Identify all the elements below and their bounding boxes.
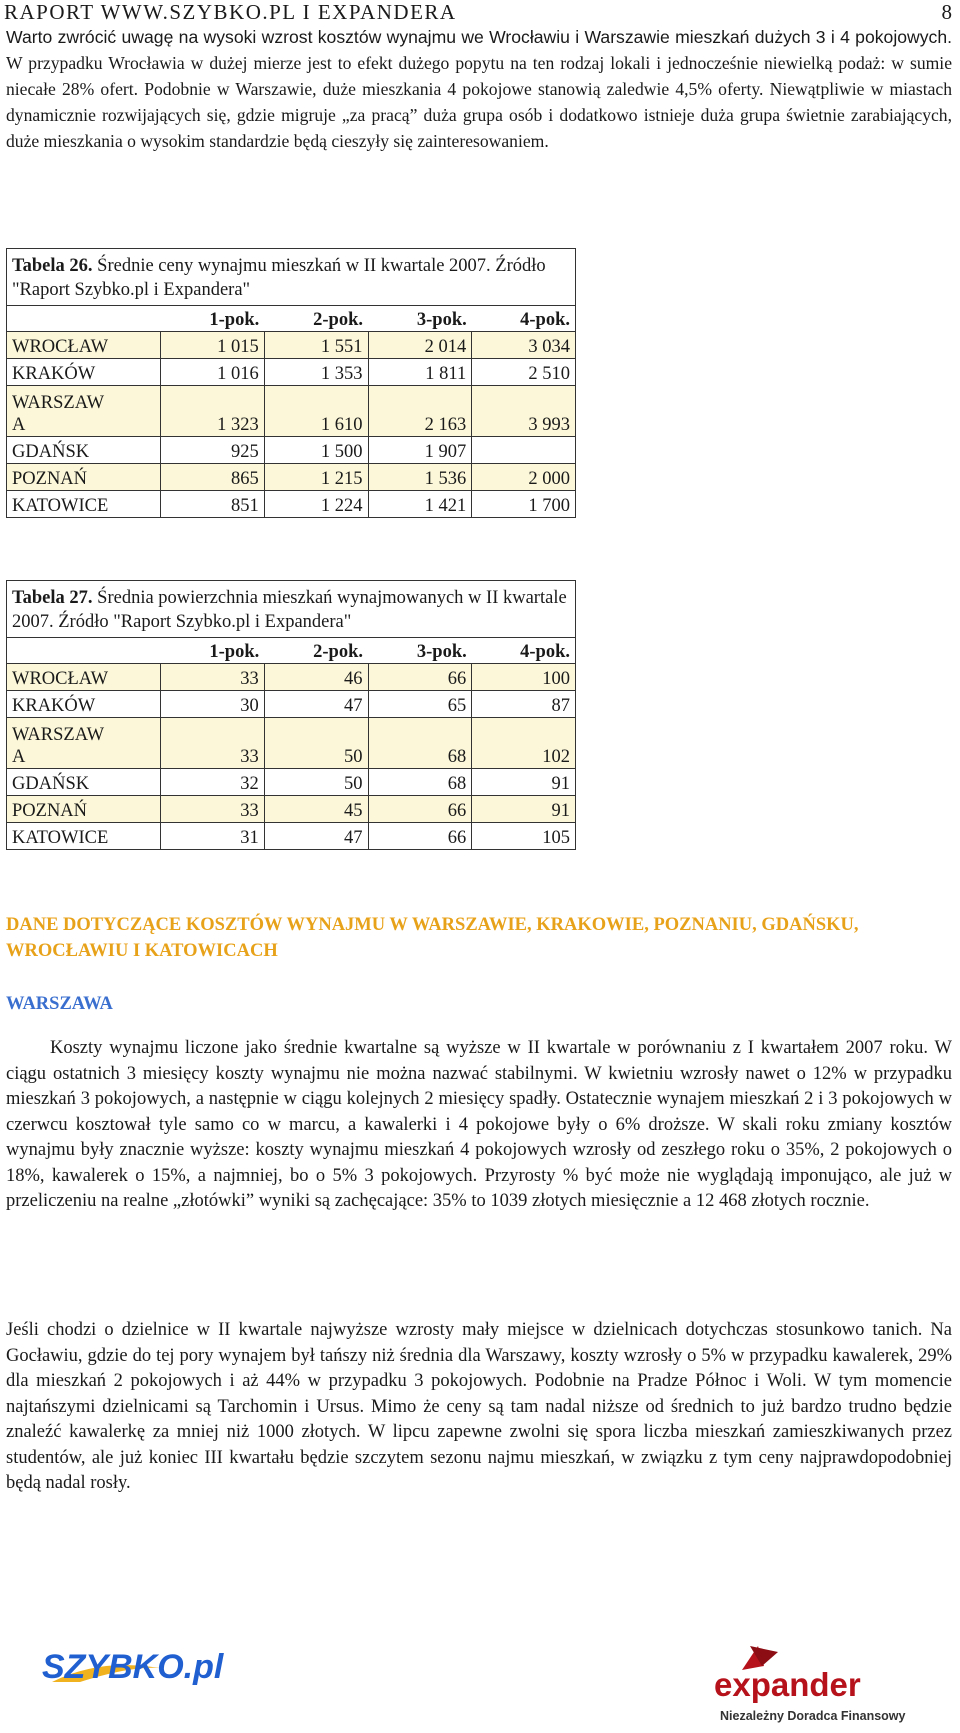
value-cell: 50 (264, 718, 368, 769)
intro-sentence-2: W przypadku Wrocławia w dużej mierze jest to efekt dużego popytu na ten rodzaj lokali i jednocześnie niewielką podaż: w sumie niecałe 28% ofert. (6, 53, 952, 99)
value-cell: 865 (161, 464, 265, 491)
table-row (7, 664, 576, 691)
value-cell: 2 000 (472, 464, 576, 491)
city-cell: KATOWICE (7, 823, 161, 850)
warszawa-paragraph-2: Jeśli chodzi o dzielnice w II kwartale najwyższe wzrosty mały miejsce w dzielnicach dotychczas stosunkowo tanich. Na Gocławiu, gdzie do tej pory wynajem był tańszy niż średnia dla Warszawy, koszty wzrosły o 5% w przypadku kawalerek, 29% dla mieszkań 2 pokojowych i aż 44% w przypadku 3 pokojowych. Podobnie na Pradze Północ i Woli. W tym momencie najtańszymi dzielnicami są Tarchomin i Ursus. Mimo że ceny są tam nadal niższe od średnich to już bardzo trudno będzie znaleźć kawalerkę za mniej niż 1000 złotych. W lipcu zapewne zwolni się spora liczba mieszkań zamieszkiwanych przez studentów, ale już koniec III kwartału będzie szczytem sezonu najmu mieszkań, w związku z tym ceny najprawdopodobniej będą nadal rosły. (6, 1320, 952, 1493)
table-27 (6, 580, 576, 850)
city-cell: WROCŁAW (7, 664, 161, 691)
value-cell: 66 (368, 664, 472, 691)
value-cell: 1 015 (161, 332, 265, 359)
rent-price-table (6, 248, 576, 518)
warszawa-paragraph-1: Koszty wynajmu liczone jako średnie kwartalne są wyższe w II kwartale w porównaniu z I kwartałem 2007 roku. W ciągu ostatnich 3 miesięcy koszty wynajmu nie można nazwać stabilnymi. W kwietniu wzrosły nawet o 12% w przypadku mieszkań 3 pokojowych, a następnie w ciągu kolejnych 2 miesięcy spadły. Ostatecznie wynajem mieszkań 2 i 3 pokojowych w czerwcu kosztował tyle samo co w marcu, a kawalerki i 4 pokojowe były o 6% droższe. W skali roku zmiany kosztów wynajmu były znacznie wyższe: koszty wynajmu mieszkań 4 pokojowych wzrosły od zeszłego roku o 35%, 2 pokojowych o 18%, kawalerek o 15%, a najmniej, bo o 5% 3 pokojowych. Przyrosty % być może nie wyglądają imponująco, ale już w przeliczeniu na realne „złotówki” wyniki są zachęcające: 35% to 1039 złotych miesięcznie a 12 468 złotych rocznie. (6, 1038, 952, 1211)
szybko-logo-text: SZYBKO.pl (42, 1648, 224, 1686)
expander-tagline: Niezależny Doradca Finansowy (720, 1709, 906, 1723)
table-row (7, 464, 576, 491)
value-cell: 1 016 (161, 359, 265, 386)
value-cell: 2 014 (368, 332, 472, 359)
city-cell: KATOWICE (7, 491, 161, 518)
table-row (7, 386, 576, 437)
value-cell: 50 (264, 769, 368, 796)
report-title: RAPORT WWW.SZYBKO.PL I EXPANDERA (4, 0, 457, 24)
value-cell: 1 536 (368, 464, 472, 491)
city-cell: KRAKÓW (7, 691, 161, 718)
page-header (4, 0, 952, 24)
column-header: 2-pok. (313, 310, 363, 330)
value-cell: 1 224 (264, 491, 368, 518)
szybko-logo (40, 1638, 250, 1698)
city-cell: WROCŁAW (7, 332, 161, 359)
value-cell: 105 (472, 823, 576, 850)
city-cell: GDAŃSK (7, 437, 161, 464)
value-cell: 1 353 (264, 359, 368, 386)
value-cell: 1 215 (264, 464, 368, 491)
value-cell: 91 (472, 796, 576, 823)
table-row (7, 769, 576, 796)
expander-logo (706, 1636, 918, 1726)
column-header: 1-pok. (209, 310, 260, 330)
table-header-row (7, 638, 576, 664)
value-cell: 66 (368, 796, 472, 823)
city-cell: GDAŃSK (7, 769, 161, 796)
value-cell: 32 (161, 769, 265, 796)
city-cell (7, 386, 161, 437)
value-cell: 68 (368, 769, 472, 796)
section-heading: DANE DOTYCZĄCE KOSZTÓW WYNAJMU W WARSZAWIE, KRAKOWIE, POZNANIU, GDAŃSKU, WROCŁAWIU I KATOWICACH (6, 915, 859, 961)
page-number: 8 (941, 0, 952, 24)
city-line-1: WARSZAW (12, 393, 105, 413)
column-header: 4-pok. (472, 638, 576, 664)
value-cell: 46 (264, 664, 368, 691)
table-row (7, 437, 576, 464)
column-header: 1-pok. (209, 642, 260, 662)
value-cell: 33 (161, 718, 265, 769)
value-cell: 68 (368, 718, 472, 769)
value-cell: 30 (161, 691, 265, 718)
table-caption-text: Średnie ceny wynajmu mieszkań w II kwartale 2007. Źródło "Raport Szybko.pl i Expandera" (12, 256, 546, 300)
value-cell: 33 (161, 796, 265, 823)
table-row (7, 491, 576, 518)
city-subheading: WARSZAWA (6, 994, 113, 1014)
header-blank (7, 306, 161, 332)
value-cell: 1 907 (368, 437, 472, 464)
table-row (7, 796, 576, 823)
table-row (7, 359, 576, 386)
table-row (7, 718, 576, 769)
value-cell: 100 (472, 664, 576, 691)
value-cell: 2 510 (472, 359, 576, 386)
value-cell: 91 (472, 769, 576, 796)
value-cell: 65 (368, 691, 472, 718)
city-cell (7, 718, 161, 769)
value-cell: 3 993 (472, 386, 576, 437)
value-cell: 47 (264, 823, 368, 850)
table-caption-label: Tabela 26. (12, 256, 93, 276)
intro-sentence-1: Warto zwrócić uwagę na wysoki wzrost kosztów wynajmu we Wrocławiu i Warszawie mieszkań dużych 3 i 4 pokojowych. (6, 27, 952, 47)
city-line-2: A (12, 415, 26, 435)
value-cell: 2 163 (368, 386, 472, 437)
value-cell: 1 323 (161, 386, 265, 437)
table-caption-text: Średnia powierzchnia mieszkań wynajmowanych w II kwartale 2007. Źródło "Raport Szybko.pl i Expandera" (12, 588, 567, 632)
value-cell: 1 421 (368, 491, 472, 518)
value-cell: 66 (368, 823, 472, 850)
column-header: 2-pok. (313, 642, 363, 662)
intro-sentence-3: Podobnie w Warszawie, duże mieszkania 4 pokojowe stanowią zaledwie 4,5% oferty. (144, 79, 764, 99)
city-line-1: WARSZAW (12, 725, 105, 745)
value-cell: 45 (264, 796, 368, 823)
column-header: 4-pok. (472, 306, 576, 332)
value-cell: 33 (161, 664, 265, 691)
expander-logo-text: expander (714, 1666, 861, 1703)
city-line-2: A (12, 747, 26, 767)
value-cell (472, 437, 576, 464)
table-row (7, 332, 576, 359)
value-cell: 851 (161, 491, 265, 518)
expander-logo-graphic (706, 1636, 918, 1726)
column-header: 3-pok. (416, 642, 467, 662)
value-cell: 47 (264, 691, 368, 718)
value-cell: 1 500 (264, 437, 368, 464)
table-caption (7, 581, 576, 638)
intro-paragraph (6, 24, 952, 154)
table-caption-label: Tabela 27. (12, 588, 93, 608)
value-cell: 87 (472, 691, 576, 718)
value-cell: 1 811 (368, 359, 472, 386)
value-cell: 1 551 (264, 332, 368, 359)
header-blank (7, 638, 161, 664)
szybko-logo-graphic (40, 1638, 250, 1698)
table-header-row (7, 306, 576, 332)
area-table (6, 580, 576, 850)
intro-sentence-4: Niewątpliwie w miastach dynamicznie rozwijających się, gdzie migruje „za pracą” duża grupa osób i dodatkowo istnieje duża grupa świetnie zarabiających, duże mieszkania o wysokim standardzie będą cieszyły się zainteresowaniem. (6, 79, 953, 151)
table-26 (6, 248, 576, 518)
column-header: 3-pok. (416, 310, 467, 330)
value-cell: 1 700 (472, 491, 576, 518)
value-cell: 1 610 (264, 386, 368, 437)
city-cell: POZNAŃ (7, 796, 161, 823)
value-cell: 3 034 (472, 332, 576, 359)
table-row (7, 823, 576, 850)
value-cell: 102 (472, 718, 576, 769)
value-cell: 925 (161, 437, 265, 464)
city-cell: POZNAŃ (7, 464, 161, 491)
table-caption (7, 249, 576, 306)
table-row (7, 691, 576, 718)
value-cell: 31 (161, 823, 265, 850)
city-cell: KRAKÓW (7, 359, 161, 386)
